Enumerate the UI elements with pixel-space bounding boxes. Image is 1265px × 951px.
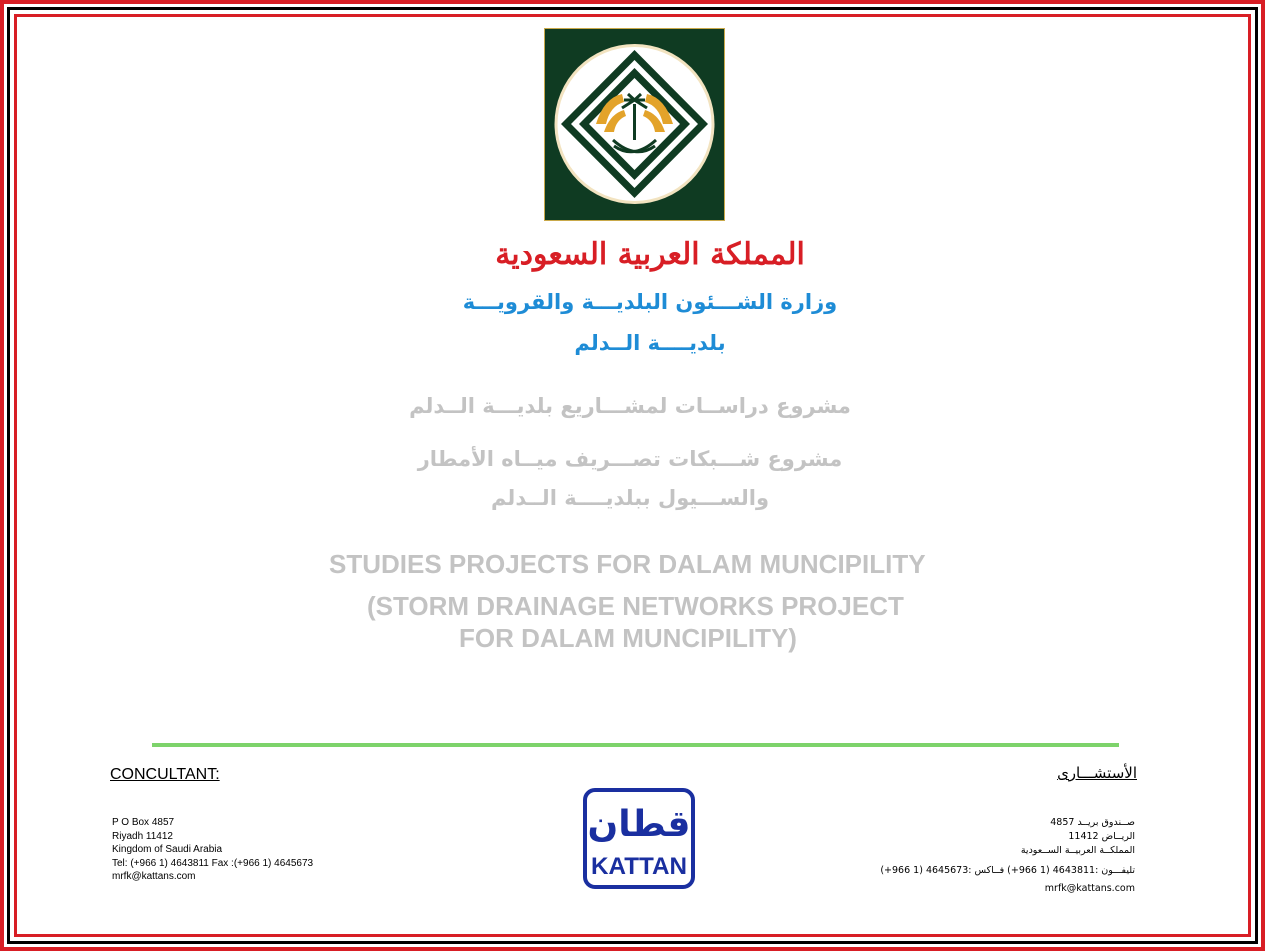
kingdom-title-arabic: المملكة العربية السعودية xyxy=(495,237,805,272)
address-line: الريــاض 11412 xyxy=(1068,831,1135,842)
address-line: Kingdom of Saudi Arabia xyxy=(112,844,223,855)
project-title-english-line1: STUDIES PROJECTS FOR DALAM MUNCIPILITY xyxy=(329,549,926,579)
consultant-label-arabic: الأستشـــارى xyxy=(1057,764,1137,782)
logo-arabic-text: قطان xyxy=(587,804,691,845)
logo-english-text: KATTAN xyxy=(591,853,687,880)
project-title-arabic-line1: مشروع دراســات لمشـــاريع بلديـــة الــدلم xyxy=(409,394,851,418)
project-title-english-line3: FOR DALAM MUNCIPILITY) xyxy=(459,623,797,653)
consultant-address-arabic xyxy=(880,816,1135,896)
consultant-label: CONCULTANT: xyxy=(110,766,220,783)
project-title-english-line2: (STORM DRAINAGE NETWORKS PROJECT xyxy=(367,591,904,621)
project-title-arabic-line2: مشروع شـــبكات تصـــريف ميــاه الأمطار xyxy=(417,447,843,471)
ministry-title-arabic: وزارة الشـــئون البلديـــة والقرويـــة xyxy=(462,290,838,314)
address-line: تليفـــون :4643811 (1 966+) فــاكس :4645673 (1 966+) xyxy=(880,865,1135,876)
address-line: Tel: (+966 1) 4643811 Fax :(+966 1) 4645673 xyxy=(112,857,314,869)
address-email: mrfk@kattans.com xyxy=(112,871,196,882)
municipality-title-arabic: بلديــــة الــدلم xyxy=(574,331,726,355)
consultant-address-english xyxy=(112,816,313,884)
address-line: المملكــة العربيــة الســعودية xyxy=(1020,845,1135,856)
address-line: صــندوق بريــد 4857 xyxy=(1050,817,1135,828)
kattan-logo xyxy=(583,788,695,889)
ministry-emblem-logo xyxy=(544,28,725,221)
address-line: P O Box 4857 xyxy=(112,817,175,828)
address-line: Riyadh 11412 xyxy=(112,830,173,842)
address-email: mrfk@kattans.com xyxy=(1044,883,1135,894)
project-title-arabic-line3: والســـيول ببلديــــة الــدلم xyxy=(490,486,770,510)
divider-line xyxy=(152,743,1119,747)
